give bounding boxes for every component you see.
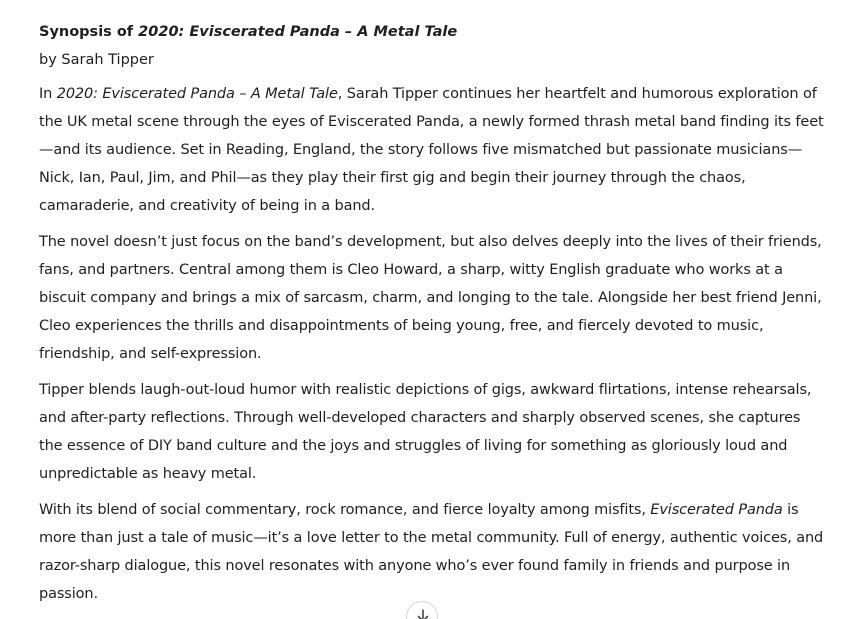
paragraph-line: and after-party reflections. Through well-developed characters and sharply observed scenes, she captures (39, 410, 801, 426)
paragraph-line: Nick, Ian, Paul, Jim, and Phil—as they play their first gig and begin their journey through the chaos, (39, 170, 746, 186)
paragraph-line: biscuit company and brings a mix of sarcasm, charm, and longing to the tale. Alongside her best friend Jenni, (39, 290, 822, 306)
paragraph-line: more than just a tale of music—it’s a love letter to the metal community. Full of energy, authentic voices, and (39, 530, 824, 546)
paragraph-line: Tipper blends laugh-out-loud humor with realistic depictions of gigs, awkward flirtations, intense rehearsals, (39, 382, 812, 398)
text-run: is (782, 502, 799, 518)
synopsis-title (39, 20, 819, 44)
italic-book-title: Eviscerated Panda (650, 502, 783, 518)
paragraph-line: fans, and partners. Central among them is Cleo Howard, a sharp, witty English graduate who works at a (39, 262, 783, 278)
italic-book-title: 2020: Eviscerated Panda – A Metal Tale (56, 86, 338, 102)
paragraph-line: friendship, and self-expression. (39, 346, 262, 362)
author-byline: by Sarah Tipper (39, 52, 154, 68)
paragraph-1 (39, 80, 824, 220)
paragraph-line: razor-sharp dialogue, this novel resonates with anyone who’s ever found family in friends and purpose in (39, 558, 791, 574)
paragraph-line: camaraderie, and creativity of being in a band. (39, 198, 375, 214)
synopsis-document (39, 20, 824, 608)
paragraph-2 (39, 228, 822, 368)
text-run: , Sarah Tipper continues her heartfelt and humorous exploration of (337, 86, 817, 102)
paragraph-line: passion. (39, 586, 98, 602)
paragraph-line (39, 80, 819, 108)
title-book-name: 2020: Eviscerated Panda – A Metal Tale (138, 24, 458, 40)
paragraph-3 (39, 376, 819, 488)
paragraph-4 (39, 496, 824, 608)
paragraph-line: The novel doesn’t just focus on the band’s development, but also delves deeply into the lives of their friends, (39, 234, 822, 250)
arrow-down-icon (416, 608, 430, 619)
text-run: With its blend of social commentary, rock romance, and fierce loyalty among misfits, (39, 502, 651, 518)
paragraph-line: unpredictable as heavy metal. (39, 466, 257, 482)
title-prefix: Synopsis of (39, 24, 139, 40)
text-run: In (39, 86, 57, 102)
paragraph-line: —and its audience. Set in Reading, England, the story follows five mismatched but passionate musicians— (39, 142, 803, 158)
paragraph-line (39, 496, 819, 524)
paragraph-line: the essence of DIY band culture and the joys and struggles of living for something as gloriously loud and (39, 438, 788, 454)
paragraph-line: Cleo experiences the thrills and disappointments of being young, free, and fiercely devoted to music, (39, 318, 764, 334)
paragraph-line: the UK metal scene through the eyes of Eviscerated Panda, a newly formed thrash metal band finding its feet (39, 114, 824, 130)
